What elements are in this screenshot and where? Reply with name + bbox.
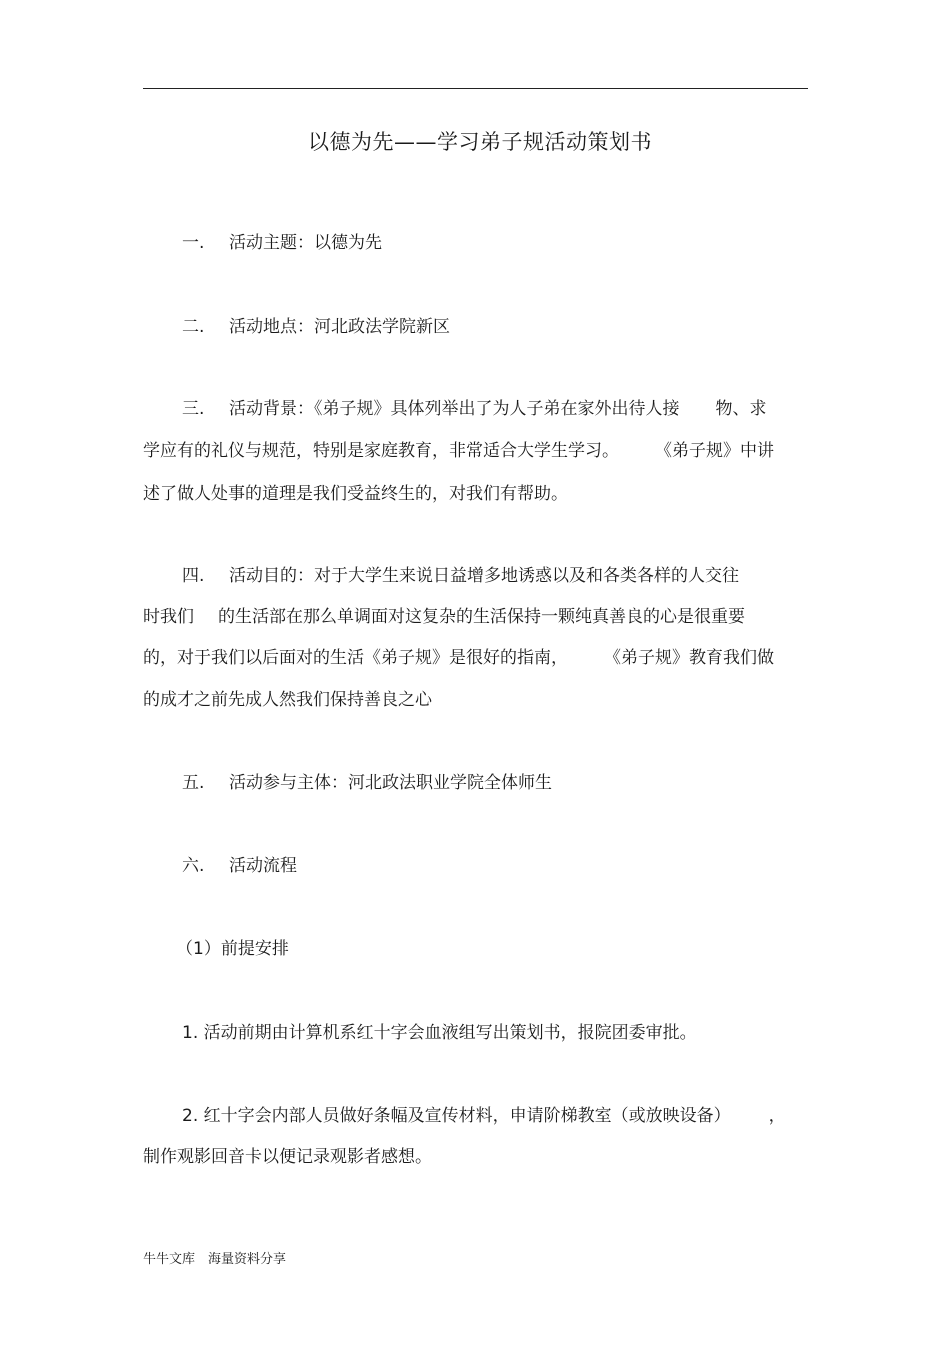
list-item-text: 2. 红十字会内部人员做好条幅及宣传材料，申请阶梯教室（或放映设备） <box>182 1106 731 1126</box>
section-text: 活动目的：对于大学生来说日益增多地诱惑以及和各类各样的人交往 <box>229 566 739 586</box>
section-text: 《弟子规》中讲 <box>655 441 774 461</box>
section-background <box>182 394 767 419</box>
section-text: 学应有的礼仪与规范，特别是家庭教育，非常适合大学生学习。 <box>143 441 619 461</box>
paragraph-line <box>143 436 774 461</box>
page-footer: 牛牛文库 海量资料分享 <box>143 1252 287 1267</box>
section-number: 四. <box>182 566 205 586</box>
list-item-text: ， <box>768 1106 786 1126</box>
section-text: 活动地点：河北政法学院新区 <box>229 317 450 337</box>
section-text: 《弟子规》教育我们做 <box>604 648 774 668</box>
paragraph-line: 的成才之前先成人然我们保持善良之心 <box>143 690 432 710</box>
section-process <box>182 851 297 876</box>
paragraph-line <box>143 643 774 668</box>
section-number: 二. <box>182 317 205 337</box>
list-item: 1. 活动前期由计算机系红十字会血液组写出策划书，报院团委审批。 <box>182 1023 697 1043</box>
section-number: 六. <box>182 856 205 876</box>
document-title: 以德为先——学习弟子规活动策划书 <box>308 130 652 154</box>
section-text: 活动流程 <box>229 856 297 876</box>
section-text: 活动背景：《弟子规》具体列举出了为人子弟在家外出待人接 <box>229 399 680 419</box>
paragraph-line: 制作观影回音卡以便记录观影者感想。 <box>143 1147 432 1167</box>
section-text: 时我们 <box>143 607 194 627</box>
section-location <box>182 312 450 337</box>
list-item <box>182 1101 786 1126</box>
section-text: 的生活部在那么单调面对这复杂的生活保持一颗纯真善良的心是很重要 <box>218 607 745 627</box>
section-participants <box>182 768 552 793</box>
section-purpose <box>182 561 739 586</box>
paragraph-line <box>143 602 745 627</box>
section-number: 三. <box>182 399 205 419</box>
section-text: 物、求 <box>715 399 767 419</box>
section-text: 活动参与主体：河北政法职业学院全体师生 <box>229 773 552 793</box>
section-text: 活动主题：以德为先 <box>229 233 382 253</box>
subsection-heading: （1）前提安排 <box>176 939 289 959</box>
section-text: 的，对于我们以后面对的生活《弟子规》是很好的指南， <box>143 648 568 668</box>
section-theme <box>182 228 382 253</box>
paragraph-line: 述了做人处事的道理是我们受益终生的，对我们有帮助。 <box>143 484 568 504</box>
section-number: 五. <box>182 773 205 793</box>
header-rule <box>143 88 808 89</box>
section-number: 一. <box>182 233 205 253</box>
